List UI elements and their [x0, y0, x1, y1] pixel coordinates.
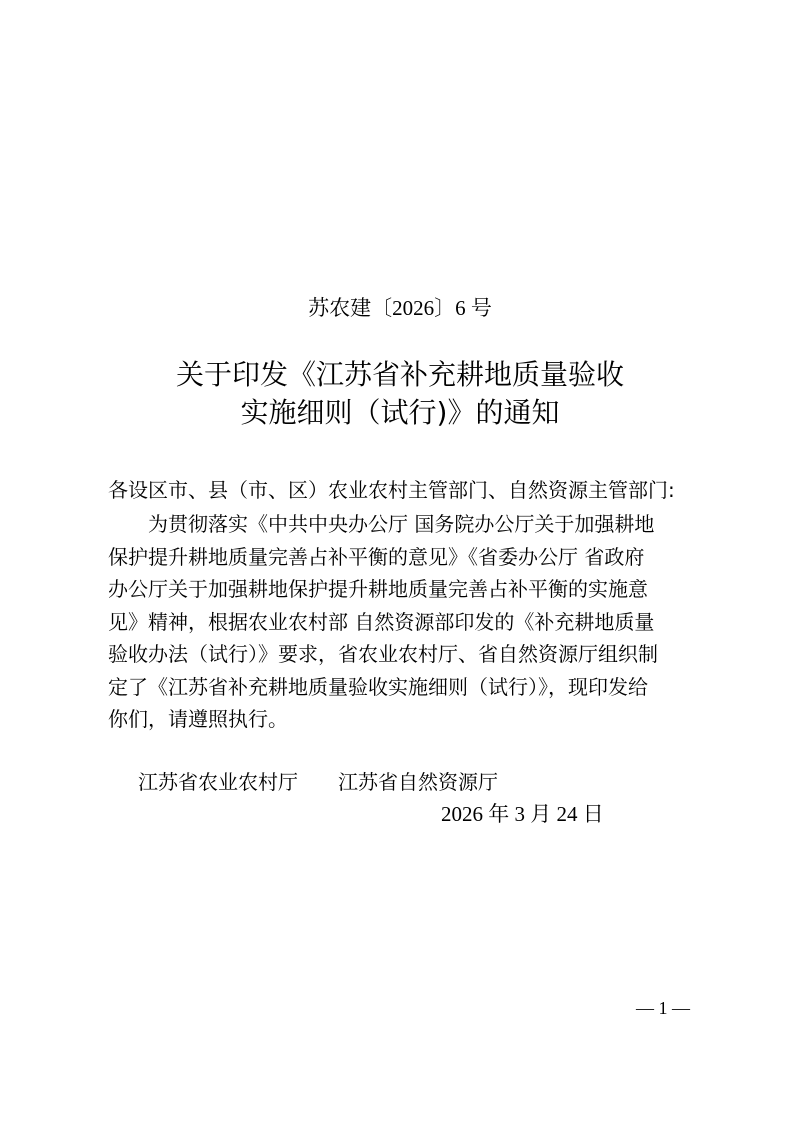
body-line-3: 办公厅关于加强耕地保护提升耕地质量完善占补平衡的实施意	[108, 577, 648, 601]
body-line-6: 定了《江苏省补充耕地质量验收实施细则（试行）》，现印发给	[108, 674, 648, 699]
body-line-4: 见》精神，根据农业农村部 自然资源部印发的《补充耕地质量	[108, 609, 655, 634]
issue-date: 2026 年 3 月 24 日	[441, 802, 604, 826]
body-line-1: 为贯彻落实《中共中央办公厅 国务院办公厅关于加强耕地	[148, 512, 655, 536]
body-paragraph	[108, 508, 698, 736]
body-line-7: 你们，请遵照执行。	[108, 707, 288, 731]
page-number: — 1 —	[636, 998, 690, 1018]
body-line-5: 验收办法（试行）》要求，省农业农村厅、省自然资源厅组织制	[108, 642, 658, 666]
body-line-2: 保护提升耕地质量完善占补平衡的意见》《省委办公厅 省政府	[108, 544, 645, 569]
title-line-1: 关于印发《江苏省补充耕地质量验收	[175, 358, 624, 391]
issuer-agriculture-department: 江苏省农业农村厅	[138, 770, 298, 794]
recipient-line: 各设区市、县（市、区）农业农村主管部门、自然资源主管部门:	[108, 478, 675, 502]
issuer-natural-resources-department: 江苏省自然资源厅	[338, 770, 498, 794]
issuing-authorities	[138, 766, 498, 798]
document-number: 苏农建〔2026〕6 号	[308, 296, 492, 320]
document-title	[0, 356, 800, 432]
title-line-2: 实施细则（试行)》的通知	[240, 396, 560, 429]
